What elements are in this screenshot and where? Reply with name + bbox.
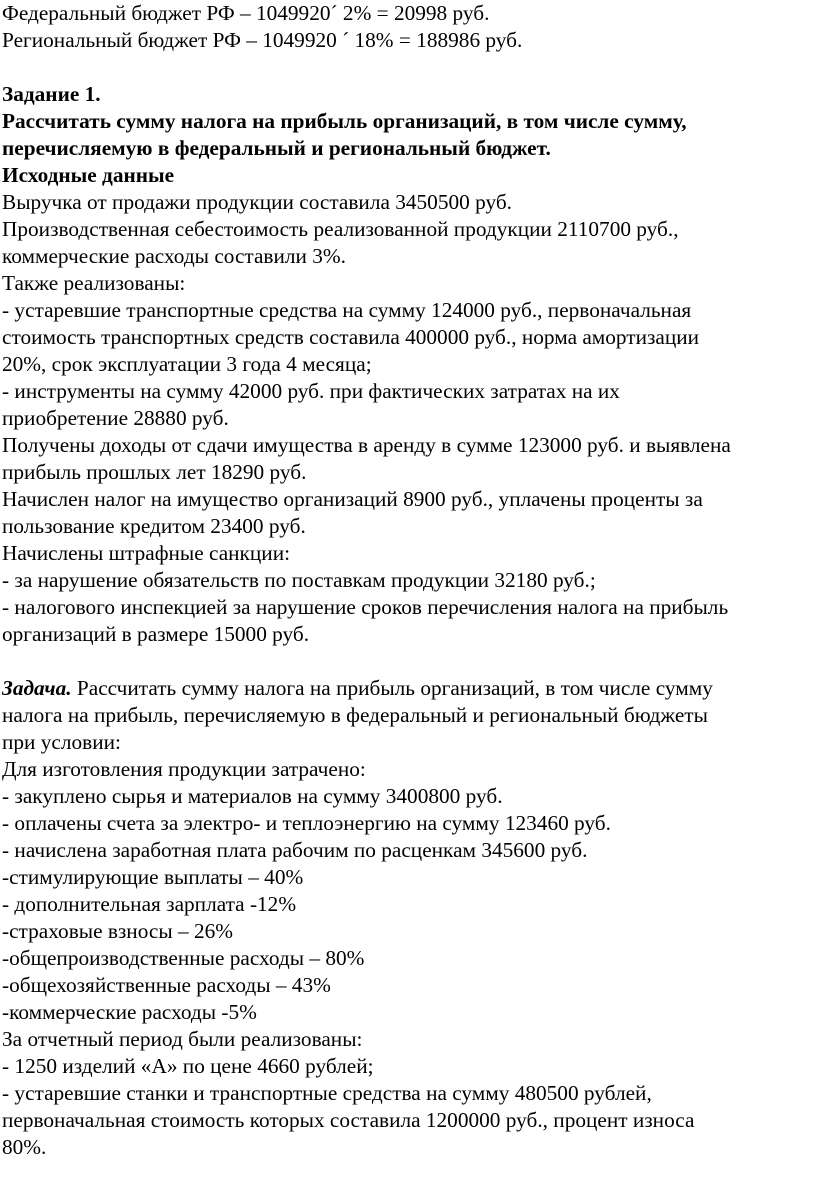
task2-line: -страховые взносы – 26% xyxy=(2,919,233,943)
task1-line: Начислен налог на имущество организаций 8900 руб., уплачены проценты за xyxy=(2,487,703,511)
task1-line: Получены доходы от сдачи имущества в аренду в сумме 123000 руб. и выявлена xyxy=(2,433,731,457)
task1-line: - налогового инспекцией за нарушение сроков перечисления налога на прибыль xyxy=(2,595,729,619)
task1-line: прибыль прошлых лет 18290 руб. xyxy=(2,460,307,484)
task1-line: Производственная себестоимость реализованной продукции 2110700 руб., xyxy=(2,217,679,241)
task2-line: - дополнительная зарплата -12% xyxy=(2,892,297,916)
task1-line: коммерческие расходы составили 3%. xyxy=(2,244,346,268)
task2-line: -стимулирующие выплаты – 40% xyxy=(2,865,304,889)
task1-line: Также реализованы: xyxy=(2,271,186,295)
intro-line-regional: Региональный бюджет РФ – 1049920 ´ 18% = 188986 руб. xyxy=(2,28,523,52)
task2-line: - устаревшие станки и транспортные средства на сумму 480500 рублей, xyxy=(2,1081,652,1105)
task2-line: - закуплено сырья и материалов на сумму 3400800 руб. xyxy=(2,784,503,808)
task1-title-line: перечисляемую в федеральный и региональный бюджет. xyxy=(2,136,551,160)
task2-first-line xyxy=(2,675,814,702)
paragraph-gap xyxy=(2,648,814,675)
task2-line: при условии: xyxy=(2,730,121,754)
task1-line: пользование кредитом 23400 руб. xyxy=(2,514,306,538)
document-page xyxy=(2,0,814,1161)
task1-line: приобретение 28880 руб. xyxy=(2,406,229,430)
task1-line: стоимость транспортных средств составила 400000 руб., норма амортизации xyxy=(2,325,700,349)
task2-first-line-text: Рассчитать сумму налога на прибыль организаций, в том числе сумму xyxy=(71,676,713,700)
task2-line: - начислена заработная плата рабочим по расценкам 345600 руб. xyxy=(2,838,588,862)
task1-line: - инструменты на сумму 42000 руб. при фактических затратах на их xyxy=(2,379,620,403)
task2-line: первоначальная стоимость которых составила 1200000 руб., процент износа xyxy=(2,1108,695,1132)
task2-line: - 1250 изделий «А» по цене 4660 рублей; xyxy=(2,1054,374,1078)
task2-line: налога на прибыль, перечисляемую в федеральный и региональный бюджеты xyxy=(2,703,708,727)
task1-line: - за нарушение обязательств по поставкам продукции 32180 руб.; xyxy=(2,568,596,592)
task2-line: 80%. xyxy=(2,1135,47,1159)
paragraph-gap xyxy=(2,54,814,81)
task2-line: Для изготовления продукции затрачено: xyxy=(2,757,366,781)
task2-line: -коммерческие расходы -5% xyxy=(2,1000,257,1024)
task2-line: - оплачены счета за электро- и теплоэнергию на сумму 123460 руб. xyxy=(2,811,611,835)
task1-line: организаций в размере 15000 руб. xyxy=(2,622,310,646)
task2-line: -общепроизводственные расходы – 80% xyxy=(2,946,365,970)
task1-line: Начислены штрафные санкции: xyxy=(2,541,291,565)
task1-line: 20%, срок эксплуатации 3 года 4 месяца; xyxy=(2,352,372,376)
task2-line: -общехозяйственные расходы – 43% xyxy=(2,973,331,997)
task2-label: Задача. xyxy=(2,676,72,700)
intro-line-federal: Федеральный бюджет РФ – 1049920´ 2% = 20998 руб. xyxy=(2,1,490,25)
task1-line: Выручка от продажи продукции составила 3450500 руб. xyxy=(2,190,512,214)
task1-source-heading: Исходные данные xyxy=(2,163,175,187)
task2-line: За отчетный период были реализованы: xyxy=(2,1027,363,1051)
task1-heading: Задание 1. xyxy=(2,82,101,106)
task1-title-line: Рассчитать сумму налога на прибыль организаций, в том числе сумму, xyxy=(2,109,687,133)
task1-line: - устаревшие транспортные средства на сумму 124000 руб., первоначальная xyxy=(2,298,692,322)
